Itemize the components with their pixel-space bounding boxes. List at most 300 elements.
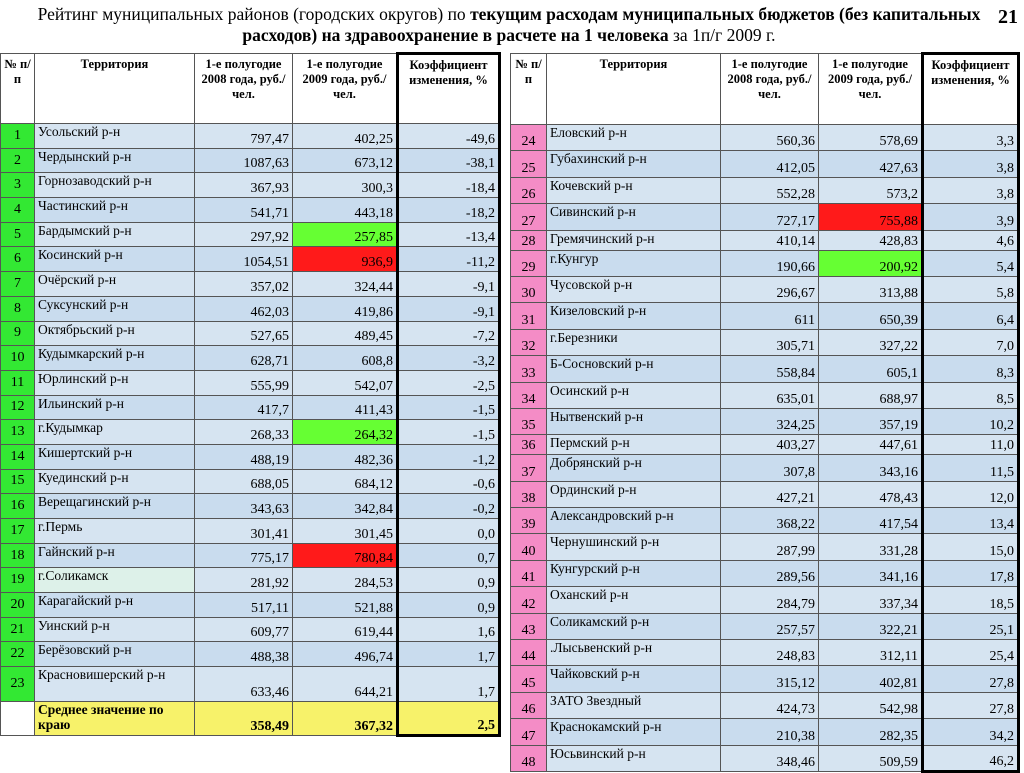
left-rating-table xyxy=(0,52,501,737)
table-row xyxy=(1,543,500,568)
territory-name: Юсьвинский р-н xyxy=(547,745,721,771)
value-2008: 427,21 xyxy=(721,481,819,507)
territory-name: Осинский р-н xyxy=(547,382,721,408)
value-2009: 402,25 xyxy=(293,124,398,149)
table-row xyxy=(511,692,1019,718)
value-2008: 527,65 xyxy=(195,321,293,346)
value-2008: 555,99 xyxy=(195,370,293,395)
value-2008: 558,84 xyxy=(721,356,819,382)
row-number: 25 xyxy=(511,151,547,177)
value-2009: 578,69 xyxy=(819,125,923,151)
table-row xyxy=(1,272,500,297)
row-number: 24 xyxy=(511,125,547,151)
average-2008: 358,49 xyxy=(195,702,293,736)
table-row xyxy=(1,321,500,346)
territory-name: Гайнский р-н xyxy=(35,543,195,568)
row-number: 15 xyxy=(1,469,35,494)
territory-name: Частинский р-н xyxy=(35,198,195,223)
table-row xyxy=(511,640,1019,666)
value-2008: 403,27 xyxy=(721,435,819,455)
table-row xyxy=(1,370,500,395)
row-number: 28 xyxy=(511,230,547,250)
table-row xyxy=(511,666,1019,692)
territory-name: Сивинский р-н xyxy=(547,204,721,230)
coef-value: 3,8 xyxy=(923,177,1019,203)
value-2009: 509,59 xyxy=(819,745,923,771)
table-row xyxy=(1,247,500,272)
coef-value: 27,8 xyxy=(923,666,1019,692)
value-2009: 417,54 xyxy=(819,508,923,534)
coef-value: -1,2 xyxy=(398,444,500,469)
value-2009: 419,86 xyxy=(293,296,398,321)
header-num: № п/п xyxy=(1,54,35,124)
territory-name: Чусовской р-н xyxy=(547,276,721,302)
table-row xyxy=(511,534,1019,560)
territory-name: Красновишерский р-н xyxy=(35,667,195,702)
territory-name: Юрлинский р-н xyxy=(35,370,195,395)
coef-value: 46,2 xyxy=(923,745,1019,771)
slide-title xyxy=(14,4,1004,46)
territory-name: Косинский р-н xyxy=(35,247,195,272)
table-row xyxy=(1,617,500,642)
value-2008: 248,83 xyxy=(721,640,819,666)
table-row xyxy=(1,148,500,173)
territory-name: Уинский р-н xyxy=(35,617,195,642)
average-empty-cell xyxy=(1,702,35,736)
row-number: 32 xyxy=(511,329,547,355)
coef-value: 11,5 xyxy=(923,455,1019,481)
value-2009: 402,81 xyxy=(819,666,923,692)
territory-name: г.Пермь xyxy=(35,519,195,544)
row-number: 35 xyxy=(511,408,547,434)
row-number: 26 xyxy=(511,177,547,203)
value-2009: 300,3 xyxy=(293,173,398,198)
table-row xyxy=(1,519,500,544)
value-2009: 673,12 xyxy=(293,148,398,173)
value-2008: 412,05 xyxy=(721,151,819,177)
value-2009: 542,98 xyxy=(819,692,923,718)
coef-value: 0,9 xyxy=(398,593,500,618)
value-2008: 628,71 xyxy=(195,346,293,371)
coef-value: -13,4 xyxy=(398,222,500,247)
row-number: 3 xyxy=(1,173,35,198)
value-2008: 488,38 xyxy=(195,642,293,667)
value-2008: 368,22 xyxy=(721,508,819,534)
title-part1: Рейтинг муниципальных районов (городских округов) по xyxy=(37,4,471,24)
value-2008: 281,92 xyxy=(195,568,293,593)
table-row xyxy=(511,408,1019,434)
value-2008: 410,14 xyxy=(721,230,819,250)
table-row xyxy=(511,508,1019,534)
header-2009: 1-е полугодие 2009 года, руб./чел. xyxy=(819,54,923,125)
territory-name: г.Соликамск xyxy=(35,568,195,593)
table-row xyxy=(1,198,500,223)
row-number: 41 xyxy=(511,560,547,586)
row-number: 46 xyxy=(511,692,547,718)
coef-value: -2,5 xyxy=(398,370,500,395)
coef-value: 1,7 xyxy=(398,667,500,702)
value-2009: 780,84 xyxy=(293,543,398,568)
row-number: 40 xyxy=(511,534,547,560)
value-2008: 635,01 xyxy=(721,382,819,408)
row-number: 33 xyxy=(511,356,547,382)
value-2009: 324,44 xyxy=(293,272,398,297)
coef-value: 10,2 xyxy=(923,408,1019,434)
coef-value: -38,1 xyxy=(398,148,500,173)
value-2009: 343,16 xyxy=(819,455,923,481)
value-2008: 541,71 xyxy=(195,198,293,223)
row-number: 20 xyxy=(1,593,35,618)
coef-value: 15,0 xyxy=(923,534,1019,560)
territory-name: г.Березники xyxy=(547,329,721,355)
coef-value: 0,7 xyxy=(398,543,500,568)
value-2008: 348,46 xyxy=(721,745,819,771)
table-row xyxy=(1,420,500,445)
coef-value: 6,4 xyxy=(923,303,1019,329)
territory-name: Соликамский р-н xyxy=(547,613,721,639)
coef-value: 13,4 xyxy=(923,508,1019,534)
table-row xyxy=(1,296,500,321)
row-number: 11 xyxy=(1,370,35,395)
value-2009: 342,84 xyxy=(293,494,398,519)
coef-value: 3,9 xyxy=(923,204,1019,230)
row-number: 10 xyxy=(1,346,35,371)
value-2008: 287,99 xyxy=(721,534,819,560)
territory-name: Чайковский р-н xyxy=(547,666,721,692)
coef-value: -0,2 xyxy=(398,494,500,519)
territory-name: Октябрьский р-н xyxy=(35,321,195,346)
title-bold: текущим расходам муниципальных бюджетов (без капитальных расходов) на здравоохранение в расчете на 1 человека xyxy=(242,4,981,45)
value-2009: 619,44 xyxy=(293,617,398,642)
value-2008: 301,41 xyxy=(195,519,293,544)
value-2008: 357,02 xyxy=(195,272,293,297)
territory-name: Кунгурский р-н xyxy=(547,560,721,586)
value-2008: 324,25 xyxy=(721,408,819,434)
row-number: 45 xyxy=(511,666,547,692)
value-2008: 633,46 xyxy=(195,667,293,702)
value-2008: 417,7 xyxy=(195,395,293,420)
territory-name: Кишертский р-н xyxy=(35,444,195,469)
value-2009: 428,83 xyxy=(819,230,923,250)
value-2008: 210,38 xyxy=(721,719,819,745)
row-number: 18 xyxy=(1,543,35,568)
value-2008: 424,73 xyxy=(721,692,819,718)
coef-value: 17,8 xyxy=(923,560,1019,586)
value-2008: 560,36 xyxy=(721,125,819,151)
row-number: 47 xyxy=(511,719,547,745)
row-number: 17 xyxy=(1,519,35,544)
territory-name: Очёрский р-н xyxy=(35,272,195,297)
value-2009: 313,88 xyxy=(819,276,923,302)
row-number: 12 xyxy=(1,395,35,420)
coef-value: -9,1 xyxy=(398,272,500,297)
average-2009: 367,32 xyxy=(293,702,398,736)
table-row xyxy=(1,173,500,198)
table-row xyxy=(1,222,500,247)
coef-value: 1,7 xyxy=(398,642,500,667)
value-2009: 200,92 xyxy=(819,250,923,276)
territory-name: Кудымкарский р-н xyxy=(35,346,195,371)
row-number: 4 xyxy=(1,198,35,223)
right-header-row xyxy=(511,54,1019,125)
table-row xyxy=(511,356,1019,382)
right-rating-table xyxy=(510,52,1020,773)
value-2009: 489,45 xyxy=(293,321,398,346)
value-2008: 284,79 xyxy=(721,587,819,613)
table-row xyxy=(511,435,1019,455)
value-2008: 367,93 xyxy=(195,173,293,198)
table-row xyxy=(1,494,500,519)
value-2008: 797,47 xyxy=(195,124,293,149)
row-number: 27 xyxy=(511,204,547,230)
row-number: 1 xyxy=(1,124,35,149)
average-label: Среднее значение по краю xyxy=(35,702,195,736)
coef-value: 0,9 xyxy=(398,568,500,593)
value-2009: 447,61 xyxy=(819,435,923,455)
coef-value: 3,3 xyxy=(923,125,1019,151)
value-2008: 1054,51 xyxy=(195,247,293,272)
header-coef: Коэффициент изменения, % xyxy=(923,54,1019,125)
table-row xyxy=(1,568,500,593)
coef-value: 7,0 xyxy=(923,329,1019,355)
header-2008: 1-е полугодие 2008 года, руб./чел. xyxy=(721,54,819,125)
row-number: 30 xyxy=(511,276,547,302)
territory-name: Гремячинский р-н xyxy=(547,230,721,250)
coef-value: 0,0 xyxy=(398,519,500,544)
row-number: 36 xyxy=(511,435,547,455)
row-number: 16 xyxy=(1,494,35,519)
coef-value: 4,6 xyxy=(923,230,1019,250)
territory-name: Горнозаводский р-н xyxy=(35,173,195,198)
row-number: 39 xyxy=(511,508,547,534)
coef-value: -9,1 xyxy=(398,296,500,321)
value-2009: 427,63 xyxy=(819,151,923,177)
value-2008: 517,11 xyxy=(195,593,293,618)
value-2008: 609,77 xyxy=(195,617,293,642)
territory-name: Усольский р-н xyxy=(35,124,195,149)
territory-name: г.Кунгур xyxy=(547,250,721,276)
territory-name: Карагайский р-н xyxy=(35,593,195,618)
table-row xyxy=(1,395,500,420)
value-2008: 268,33 xyxy=(195,420,293,445)
coef-value: 25,4 xyxy=(923,640,1019,666)
value-2008: 343,63 xyxy=(195,494,293,519)
value-2009: 936,9 xyxy=(293,247,398,272)
value-2009: 341,16 xyxy=(819,560,923,586)
territory-name: Ильинский р-н xyxy=(35,395,195,420)
value-2009: 482,36 xyxy=(293,444,398,469)
coef-value: 8,3 xyxy=(923,356,1019,382)
coef-value: 11,0 xyxy=(923,435,1019,455)
table-row xyxy=(511,303,1019,329)
territory-name: Оханский р-н xyxy=(547,587,721,613)
value-2008: 289,56 xyxy=(721,560,819,586)
value-2009: 755,88 xyxy=(819,204,923,230)
row-number: 6 xyxy=(1,247,35,272)
table-row xyxy=(511,329,1019,355)
table-row xyxy=(511,560,1019,586)
table-row xyxy=(511,455,1019,481)
coef-value: -0,6 xyxy=(398,469,500,494)
territory-name: ЗАТО Звездный xyxy=(547,692,721,718)
header-coef: Коэффициент изменения, % xyxy=(398,54,500,124)
territory-name: Чернушинский р-н xyxy=(547,534,721,560)
value-2008: 611 xyxy=(721,303,819,329)
row-number: 34 xyxy=(511,382,547,408)
territory-name: Александровский р-н xyxy=(547,508,721,534)
value-2009: 650,39 xyxy=(819,303,923,329)
row-number: 19 xyxy=(1,568,35,593)
value-2008: 190,66 xyxy=(721,250,819,276)
coef-value: 8,5 xyxy=(923,382,1019,408)
value-2008: 488,19 xyxy=(195,444,293,469)
coef-value: 1,6 xyxy=(398,617,500,642)
row-number: 8 xyxy=(1,296,35,321)
table-row xyxy=(511,481,1019,507)
value-2009: 357,19 xyxy=(819,408,923,434)
table-row xyxy=(1,444,500,469)
territory-name: Кочевский р-н xyxy=(547,177,721,203)
territory-name: Нытвенский р-н xyxy=(547,408,721,434)
average-row xyxy=(1,702,500,736)
value-2009: 327,22 xyxy=(819,329,923,355)
value-2009: 301,45 xyxy=(293,519,398,544)
row-number: 42 xyxy=(511,587,547,613)
territory-name: Пермский р-н xyxy=(547,435,721,455)
row-number: 38 xyxy=(511,481,547,507)
territory-name: Б-Сосновский р-н xyxy=(547,356,721,382)
coef-value: 5,4 xyxy=(923,250,1019,276)
territory-name: Добрянский р-н xyxy=(547,455,721,481)
value-2009: 411,43 xyxy=(293,395,398,420)
table-row xyxy=(511,230,1019,250)
value-2009: 608,8 xyxy=(293,346,398,371)
value-2008: 307,8 xyxy=(721,455,819,481)
table-row xyxy=(511,276,1019,302)
coef-value: 25,1 xyxy=(923,613,1019,639)
territory-name: Краснокамский р-н xyxy=(547,719,721,745)
value-2008: 462,03 xyxy=(195,296,293,321)
territory-name: Верещагинский р-н xyxy=(35,494,195,519)
row-number: 9 xyxy=(1,321,35,346)
value-2008: 315,12 xyxy=(721,666,819,692)
row-number: 21 xyxy=(1,617,35,642)
table-row xyxy=(511,719,1019,745)
value-2009: 331,28 xyxy=(819,534,923,560)
row-number: 5 xyxy=(1,222,35,247)
value-2008: 727,17 xyxy=(721,204,819,230)
value-2009: 337,34 xyxy=(819,587,923,613)
coef-value: 12,0 xyxy=(923,481,1019,507)
territory-name: Берёзовский р-н xyxy=(35,642,195,667)
row-number: 14 xyxy=(1,444,35,469)
value-2008: 305,71 xyxy=(721,329,819,355)
territory-name: Губахинский р-н xyxy=(547,151,721,177)
territory-name: Куединский р-н xyxy=(35,469,195,494)
value-2008: 257,57 xyxy=(721,613,819,639)
value-2008: 296,67 xyxy=(721,276,819,302)
value-2009: 496,74 xyxy=(293,642,398,667)
header-territory: Территория xyxy=(35,54,195,124)
value-2009: 521,88 xyxy=(293,593,398,618)
territory-name: Бардымский р-н xyxy=(35,222,195,247)
header-2009: 1-е полугодие 2009 года, руб./чел. xyxy=(293,54,398,124)
coef-value: -3,2 xyxy=(398,346,500,371)
coef-value: 3,8 xyxy=(923,151,1019,177)
coef-value: 5,8 xyxy=(923,276,1019,302)
table-row xyxy=(511,151,1019,177)
coef-value: -18,4 xyxy=(398,173,500,198)
value-2009: 284,53 xyxy=(293,568,398,593)
header-territory: Территория xyxy=(547,54,721,125)
value-2009: 684,12 xyxy=(293,469,398,494)
coef-value: -49,6 xyxy=(398,124,500,149)
value-2009: 282,35 xyxy=(819,719,923,745)
territory-name: Ординский р-н xyxy=(547,481,721,507)
value-2009: 605,1 xyxy=(819,356,923,382)
coef-value: 18,5 xyxy=(923,587,1019,613)
value-2008: 775,17 xyxy=(195,543,293,568)
territory-name: Еловский р-н xyxy=(547,125,721,151)
table-row xyxy=(511,587,1019,613)
row-number: 31 xyxy=(511,303,547,329)
territory-name: .Лысьвенский р-н xyxy=(547,640,721,666)
table-row xyxy=(1,469,500,494)
row-number: 22 xyxy=(1,642,35,667)
row-number: 43 xyxy=(511,613,547,639)
table-row xyxy=(1,346,500,371)
row-number: 23 xyxy=(1,667,35,702)
value-2008: 688,05 xyxy=(195,469,293,494)
coef-value: -1,5 xyxy=(398,395,500,420)
value-2009: 264,32 xyxy=(293,420,398,445)
left-header-row xyxy=(1,54,500,124)
coef-value: -7,2 xyxy=(398,321,500,346)
territory-name: г.Кудымкар xyxy=(35,420,195,445)
table-row xyxy=(1,642,500,667)
coef-value: -1,5 xyxy=(398,420,500,445)
table-row xyxy=(511,613,1019,639)
row-number: 7 xyxy=(1,272,35,297)
value-2009: 443,18 xyxy=(293,198,398,223)
row-number: 2 xyxy=(1,148,35,173)
value-2009: 312,11 xyxy=(819,640,923,666)
coef-value: -11,2 xyxy=(398,247,500,272)
value-2008: 1087,63 xyxy=(195,148,293,173)
value-2009: 257,85 xyxy=(293,222,398,247)
territory-name: Суксунский р-н xyxy=(35,296,195,321)
value-2009: 644,21 xyxy=(293,667,398,702)
value-2009: 542,07 xyxy=(293,370,398,395)
table-row xyxy=(1,593,500,618)
value-2009: 688,97 xyxy=(819,382,923,408)
coef-value: 34,2 xyxy=(923,719,1019,745)
average-coef: 2,5 xyxy=(398,702,500,736)
table-row xyxy=(1,667,500,702)
header-2008: 1-е полугодие 2008 года, руб./чел. xyxy=(195,54,293,124)
table-row xyxy=(511,382,1019,408)
coef-value: 27,8 xyxy=(923,692,1019,718)
title-part2: за 1п/г 2009 г. xyxy=(668,25,776,45)
value-2009: 322,21 xyxy=(819,613,923,639)
row-number: 48 xyxy=(511,745,547,771)
territory-name: Чердынский р-н xyxy=(35,148,195,173)
table-row xyxy=(1,124,500,149)
row-number: 37 xyxy=(511,455,547,481)
row-number: 29 xyxy=(511,250,547,276)
value-2009: 478,43 xyxy=(819,481,923,507)
slide-number: 21 xyxy=(998,6,1018,28)
